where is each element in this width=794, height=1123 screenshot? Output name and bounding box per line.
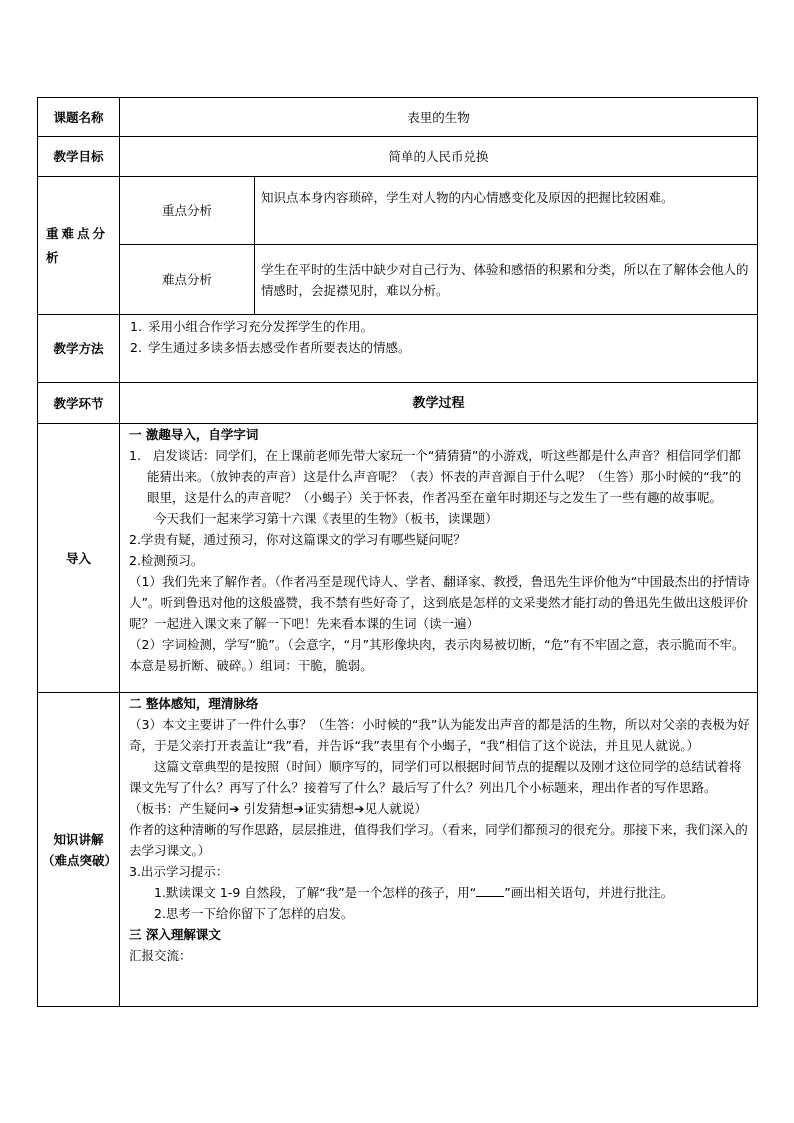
hard-analysis-label: 难点分析: [120, 245, 255, 315]
knowledge-heading3: 三 深入理解课文: [129, 927, 221, 942]
goal-label: 教学目标: [38, 137, 120, 177]
arrow-right-icon: ➔: [354, 801, 365, 816]
lesson-plan-table: [37, 97, 758, 1007]
intro-p4: 2.检测预习。: [129, 553, 204, 568]
method-content: [120, 315, 758, 383]
row-goal: [38, 137, 758, 177]
list-item: [130, 316, 757, 337]
board-prefix: （板书：产生疑问: [129, 801, 230, 816]
intro-p6: （2）字词检测，学写“脆”。（会意字，“月”其形像块肉，表示肉易被切断，“危”有不牢固之意，表示脆而不牢。本意是易折断、破碎。）组词：干脆，脆弱。: [129, 637, 745, 673]
item-number: 1.: [129, 448, 141, 463]
knowledge-p2: 这篇文章典型的是按照（时间）顺序写的，同学们可以根据时间节点的提醒以及刚才这位同学的总结试着将课文先写了什么？再写了什么？接着写了什么？最后写了什么？列出几个小标题来，理出作者的写作思路。: [129, 759, 742, 795]
knowledge-label: 知识讲解（难点突破）: [38, 693, 120, 1007]
key-analysis-label: 重点分析: [120, 177, 255, 245]
intro-p2: 今天我们一起来学习第十六课《表里的生物》（板书，读课题）: [154, 511, 498, 526]
intro-paragraph: [129, 445, 751, 508]
row-hard-analysis: [38, 245, 758, 315]
intro-label: 导入: [38, 424, 120, 693]
goal-value: 简单的人民币兑换: [120, 137, 758, 177]
knowledge-heading: 二 整体感知，理清脉络: [129, 696, 259, 711]
knowledge-p3: 作者的这种清晰的写作思路，层层推进，值得我们学习。（看来，同学们都预习的很充分。那接下来，我们深入的去学习课文。）: [129, 822, 748, 858]
method-list: [120, 316, 757, 358]
board-item: 证实猜想: [303, 801, 354, 816]
knowledge-p5: [129, 882, 751, 903]
knowledge-p4: 3.出示学习提示：: [129, 864, 229, 879]
board-suffix: ）: [414, 801, 428, 816]
underline-blank: [476, 884, 504, 897]
title-label: 课题名称: [38, 98, 120, 137]
board-item: 见人就说: [364, 801, 415, 816]
key-analysis-text: 知识点本身内容琐碎，学生对人物的内心情感变化及原因的把握比较困难。: [255, 177, 758, 245]
item-text: 学生通过多读多悟去感受作者所要表达的情感。: [148, 340, 411, 355]
arrow-right-icon: ➔: [293, 801, 304, 816]
title-value: 表里的生物: [120, 98, 758, 137]
knowledge-p6: 2.思考一下给你留下了怎样的启发。: [154, 906, 354, 921]
row-intro: [38, 424, 758, 693]
intro-content: [120, 424, 758, 693]
steps-label: 教学环节: [38, 383, 120, 424]
knowledge-p7: 汇报交流：: [129, 948, 192, 963]
item-number: 2.: [130, 340, 142, 355]
row-key-analysis: [38, 177, 758, 245]
intro-p5: （1）我们先来了解作者。（作者冯至是现代诗人、学者、翻译家、教授，鲁迅先生评价他为“中国最杰出的抒情诗人”。听到鲁迅对他的这般盛赞，我不禁有些好奇了，这到底是怎样的文采斐然才能打动的鲁迅先生做出这般评价呢？一起进入课文来了解一下吧！先来看本课的生词（读一遍）: [129, 574, 750, 631]
knowledge-p5b: ”画出相关语句，并进行批注。: [504, 885, 674, 900]
row-steps-header: [38, 383, 758, 424]
knowledge-p1: （3）本文主要讲了一件什么事？（生答：小时候的“我”认为能发出声音的都是活的生物，所以对父亲的表极为好奇，于是父亲打开表盖让“我”看，并告诉“我”表里有个小蝎子，“我”相信了这个说法，并且见人就说。）: [129, 717, 750, 753]
analysis-label: 重难点分析: [38, 177, 120, 315]
item-text: 采用小组合作学习充分发挥学生的作用。: [148, 319, 374, 334]
knowledge-p5a: 1.默读课文 1-9 自然段，了解“我”是一个怎样的孩子，用“: [154, 885, 477, 900]
row-title: [38, 98, 758, 137]
hard-analysis-text: 学生在平时的生活中缺少对自己行为、体验和感悟的积累和分类，所以在了解体会他人的情感时，会捉襟见肘，难以分析。: [255, 245, 758, 315]
list-item: [130, 337, 757, 358]
item-number: 1.: [130, 319, 142, 334]
intro-heading: 一 激趣导入，自学字词: [129, 427, 259, 442]
steps-value: 教学过程: [120, 383, 758, 424]
row-knowledge: [38, 693, 758, 1007]
arrow-right-icon: ➔: [229, 801, 240, 816]
intro-p3: 2.学贵有疑，通过预习，你对这篇课文的学习有哪些疑问呢？: [129, 532, 466, 547]
knowledge-content: [120, 693, 758, 1007]
board-item: 引发猜想: [243, 801, 294, 816]
method-label: 教学方法: [38, 315, 120, 383]
row-method: [38, 315, 758, 383]
board-notes: [129, 798, 751, 819]
intro-p1: 启发谈话：同学们，在上课前老师先带大家玩一个“猜猜猜”的小游戏，听这些都是什么声音？相信同学们都能猜出来。（放钟表的声音）这是什么声音呢？（表）怀表的声音源自于什么呢？（生答）那小时候的“我”的眼里，这是什么的声音呢？（小蝎子）关于怀表，作者冯至在童年时期还与之发生了一些有趣的故事呢。: [147, 448, 742, 505]
